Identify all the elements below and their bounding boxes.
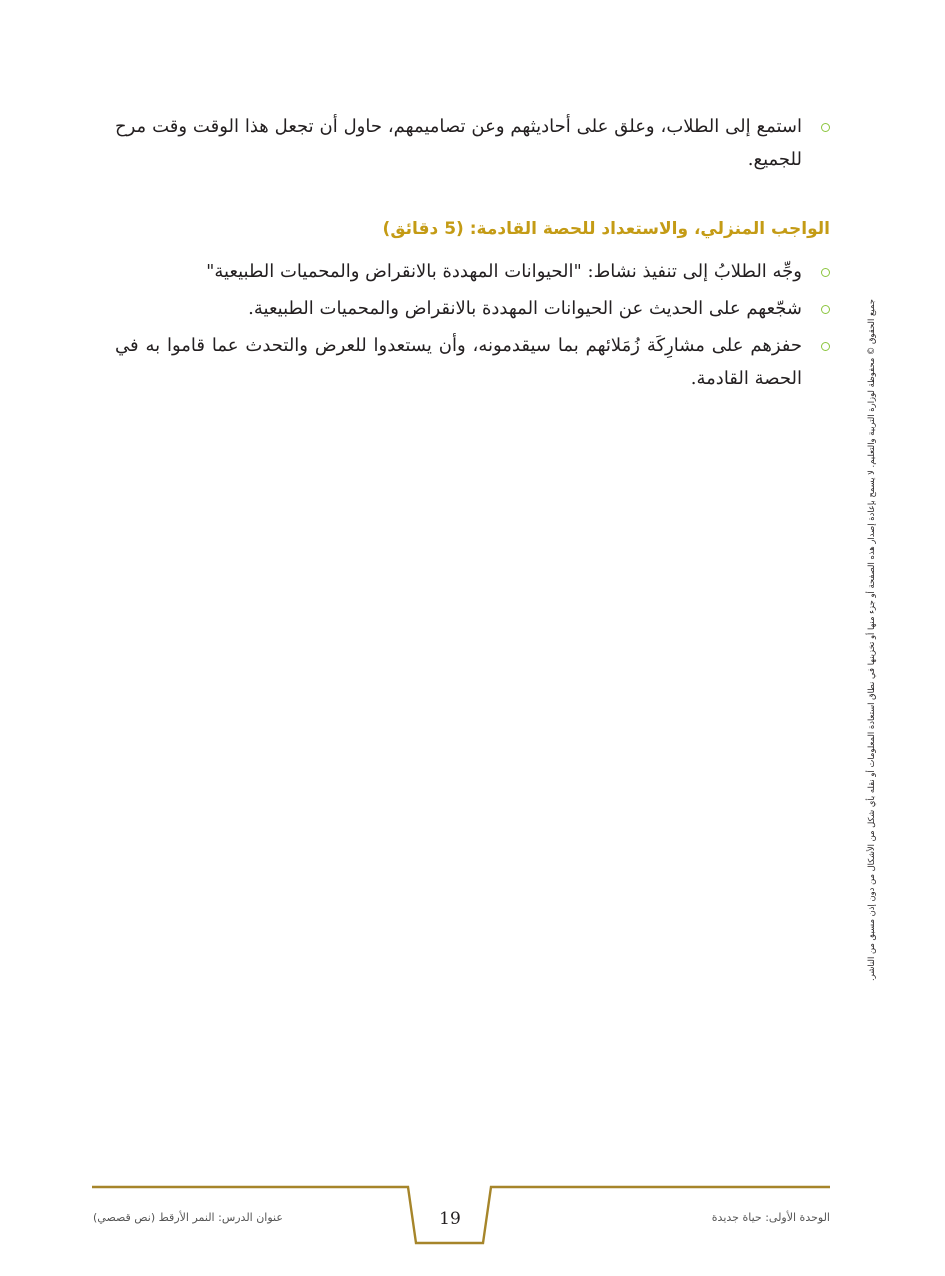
page-number: 19 — [439, 1209, 461, 1229]
list-item-text: حفزهم على مشارِكَة زُمَلائهم بما سيقدمونه، وأن يستعدوا للعرض والتحدث عما قاموا به في الحصة القادمة. — [115, 335, 802, 389]
copyright-side-note: جميع الحقوق © محفوظة لوزارة التربية والتعليم. لا يسمح بإعادة إصدار هذه الصفحة أو جزء منها أو تخزينها في نطاق استعادة المعلومات أو نقله بأي شكل من الأشكال من دون إذن مسبق من الناشر. — [866, 299, 876, 981]
section-heading: الواجب المنزلي، والاستعداد للحصة القادمة: (5 دقائق) — [382, 219, 830, 239]
footer-lesson-title: عنوان الدرس: النمر الأرقط (نص قصصي) — [93, 1211, 283, 1224]
list-item-text: وجِّه الطلابُ إلى تنفيذ نشاط: "الحيوانات المهددة بالانقراض والمحميات الطبيعية" — [206, 261, 802, 282]
list-item-text: استمع إلى الطلاب، وعلق على أحاديثهم وعن تصاميمهم، حاول أن تجعل هذا الوقت وقت مرح للجميع. — [115, 116, 802, 170]
list-item-text: شجّعهم على الحديث عن الحيوانات المهددة بالانقراض والمحميات الطبيعية. — [248, 298, 802, 319]
footer-unit-title: الوحدة الأولى: حياة جديدة — [711, 1211, 830, 1224]
